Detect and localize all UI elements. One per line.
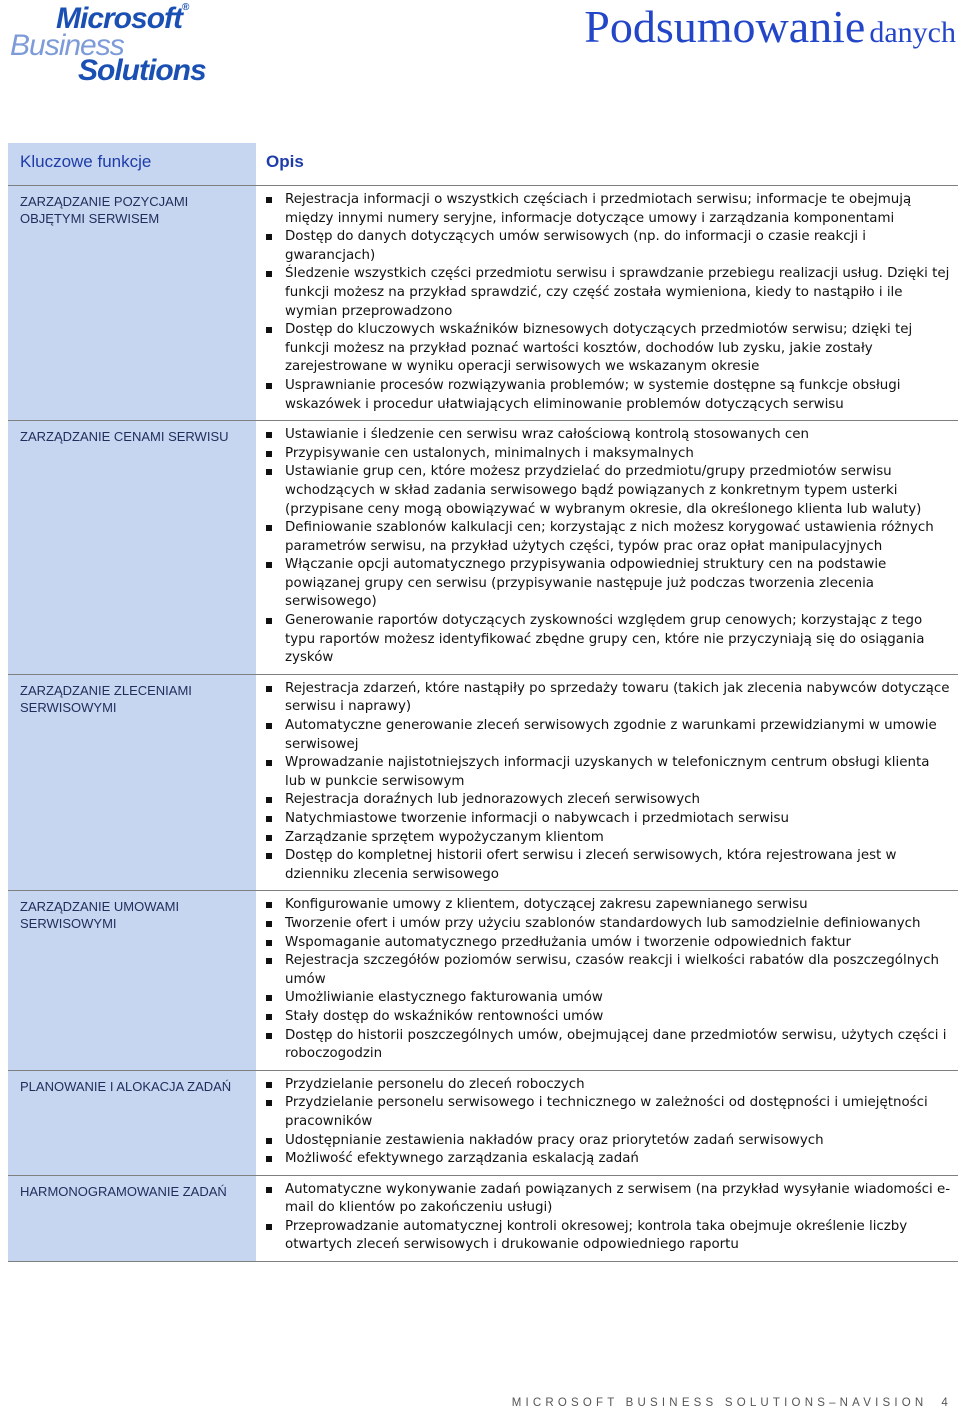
table-row [8, 421, 958, 675]
header-cell-features: Kluczowe funkcje [8, 143, 256, 185]
feature-name: ZARZĄDZANIE CENAMI SERWISU [20, 429, 229, 445]
description-item: Definiowanie szablonów kalkulacji cen; korzystając z nich możesz korygować ustawienia różnych parametrów serwisu, na przykład użytych części, typów prac oraz opłat manipulacyjnych [285, 519, 954, 556]
description-item: Śledzenie wszystkich części przedmiotu serwisu i sprawdzanie przebiegu realizacji usług. Dzięki tej funkcji możesz na przykład sprawdzić, czy część została wymieniona, kiedy to nastąpiło i ile wymian przeprowadzono [285, 265, 954, 321]
description-item: Generowanie raportów dotyczących zyskowności względem grup cenowych; korzystając z tego typu raportów możesz identyfikować zbędne grupy cen, które nie przyczyniają się do osiągania zysków [285, 612, 954, 668]
description-item: Stały dostęp do wskaźników rentowności umów [285, 1008, 954, 1027]
description-item: Umożliwianie elastycznego fakturowania umów [285, 989, 954, 1008]
table-body [8, 186, 958, 1262]
page-number: 4 [941, 1397, 952, 1409]
description-item: Przypisywanie cen ustalonych, minimalnych i maksymalnych [285, 445, 954, 464]
feature-name: ZARZĄDZANIE UMOWAMI SERWISOWYMI [20, 899, 180, 932]
feature-cell [8, 421, 256, 674]
table-row [8, 1071, 958, 1176]
description-item: Włączanie opcji automatycznego przypisywania odpowiedniej struktury cen na podstawie powiązanej grupy cen serwisu (przypisywanie następuje już podczas tworzenia zlecenia serwisowego) [285, 556, 954, 612]
description-item: Rejestracja informacji o wszystkich częściach i przedmiotach serwisu; informacje te obejmują między innymi numery seryjne, informacje dotyczące umowy i zarządzania komponentami [285, 191, 954, 228]
table-row [8, 1176, 958, 1262]
description-item: Dostęp do kompletnej historii ofert serwisu i zleceń serwisowych, która rejestrowana jest w dzienniku zlecenia serwisowego [285, 847, 954, 884]
page-title [584, 0, 956, 53]
description-item: Przydzielanie personelu serwisowego i technicznego w zależności od dostępności i umiejętności pracowników [285, 1094, 954, 1131]
footer-text: MICROSOFT BUSINESS SOLUTIONS–NAVISION [511, 1397, 928, 1409]
description-item: Rejestracja szczegółów poziomów serwisu, czasów reakcji i wielkości rabatów dla poszczególnych umów [285, 952, 954, 989]
logo-microsoft: Microsoft® [56, 2, 189, 35]
table-row [8, 891, 958, 1070]
title-word-2: danych [869, 16, 956, 49]
logo-business: Business [10, 29, 124, 62]
description-item: Rejestracja doraźnych lub jednorazowych zleceń serwisowych [285, 791, 954, 810]
table-row [8, 675, 958, 892]
feature-name: ZARZĄDZANIE POZYCJAMI OBJĘTYMI SERWISEM [20, 194, 189, 226]
description-item: Przeprowadzanie automatycznej kontroli okresowej; kontrola taka obejmuje określenie liczby otwartych zleceń serwisowych i drukowanie odpowiedniego raportu [285, 1218, 954, 1255]
logo-solutions: Solutions [78, 54, 206, 87]
description-item: Dostęp do historii poszczególnych umów, obejmującej dane przedmiotów serwisu, użytych części i roboczogodzin [285, 1027, 954, 1064]
description-item: Konfigurowanie umowy z klientem, dotyczącej zakresu zapewnianego serwisu [285, 896, 954, 915]
description-item: Automatyczne generowanie zleceń serwisowych zgodnie z warunkami przewidzianymi w umowie serwisowej [285, 717, 954, 754]
description-item: Ustawianie grup cen, które możesz przydzielać do przedmiotu/grupy przedmiotów serwisu wchodzących w skład zadania serwisowego bądź powiązanych z konkretnym typem usterki (przypisane ceny mogą obowiązywać w wybranym okresie, dla określonego klienta lub waluty) [285, 463, 954, 519]
feature-name: PLANOWANIE I ALOKACJA ZADAŃ [20, 1078, 232, 1094]
page-footer [512, 1397, 952, 1409]
feature-cell [8, 186, 256, 420]
feature-name: ZARZĄDZANIE ZLECENIAMI SERWISOWYMI [20, 682, 192, 715]
description-item: Natychmiastowe tworzenie informacji o nabywcach i przedmiotach serwisu [285, 810, 954, 829]
description-item: Przydzielanie personelu do zleceń roboczych [285, 1076, 954, 1095]
description-item: Możliwość efektywnego zarządzania eskalacją zadań [285, 1150, 954, 1169]
description-item: Ustawianie i śledzenie cen serwisu wraz całościową kontrolą stosowanych cen [285, 426, 954, 445]
header-cell-description: Opis [266, 152, 304, 171]
feature-cell [8, 1071, 256, 1175]
feature-cell [8, 891, 256, 1069]
description-item: Dostęp do kluczowych wskaźników biznesowych dotyczących przedmiotów serwisu; dzięki tej funkcji możesz na przykład poznać wartości kosztów, dochodów lub zysku, jakie zostały zarejestrowane w wyniku operacji serwisowych we wskazanym okresie [285, 321, 954, 377]
description-item: Usprawnianie procesów rozwiązywania problemów; w systemie dostępne są funkcje obsługi wskazówek i procedur ułatwiających eliminowanie problemów dotyczących serwisu [285, 377, 954, 414]
feature-cell [8, 675, 256, 891]
description-item: Rejestracja zdarzeń, które nastąpiły po sprzedaży towaru (takich jak zlecenia nabywców dotyczące serwisu i naprawy) [285, 680, 954, 717]
description-item: Udostępnianie zestawienia nakładów pracy oraz priorytetów zadań serwisowych [285, 1132, 954, 1151]
table-header [8, 143, 958, 186]
description-item: Tworzenie ofert i umów przy użyciu szablonów standardowych lub samodzielnie definiowanych [285, 915, 954, 934]
table-row [8, 186, 958, 421]
description-item: Zarządzanie sprzętem wypożyczanym klientom [285, 829, 954, 848]
feature-cell [8, 1176, 256, 1261]
description-item: Dostęp do danych dotyczących umów serwisowych (np. do informacji o czasie reakcji i gwarancjach) [285, 228, 954, 265]
description-item: Wspomaganie automatycznego przedłużania umów i tworzenie odpowiednich faktur [285, 934, 954, 953]
feature-name: HARMONOGRAMOWANIE ZADAŃ [20, 1183, 227, 1199]
title-word-1: Podsumowanie [584, 1, 866, 52]
microsoft-business-solutions-logo [8, 2, 224, 90]
description-item: Automatyczne wykonywanie zadań powiązanych z serwisem (na przykład wysyłanie wiadomości e-mail do klientów po zakończeniu usługi) [285, 1181, 954, 1218]
description-item: Wprowadzanie najistotniejszych informacji uzyskanych w telefonicznym centrum obsługi klienta lub w punkcie serwisowym [285, 754, 954, 791]
feature-table [8, 143, 958, 1262]
